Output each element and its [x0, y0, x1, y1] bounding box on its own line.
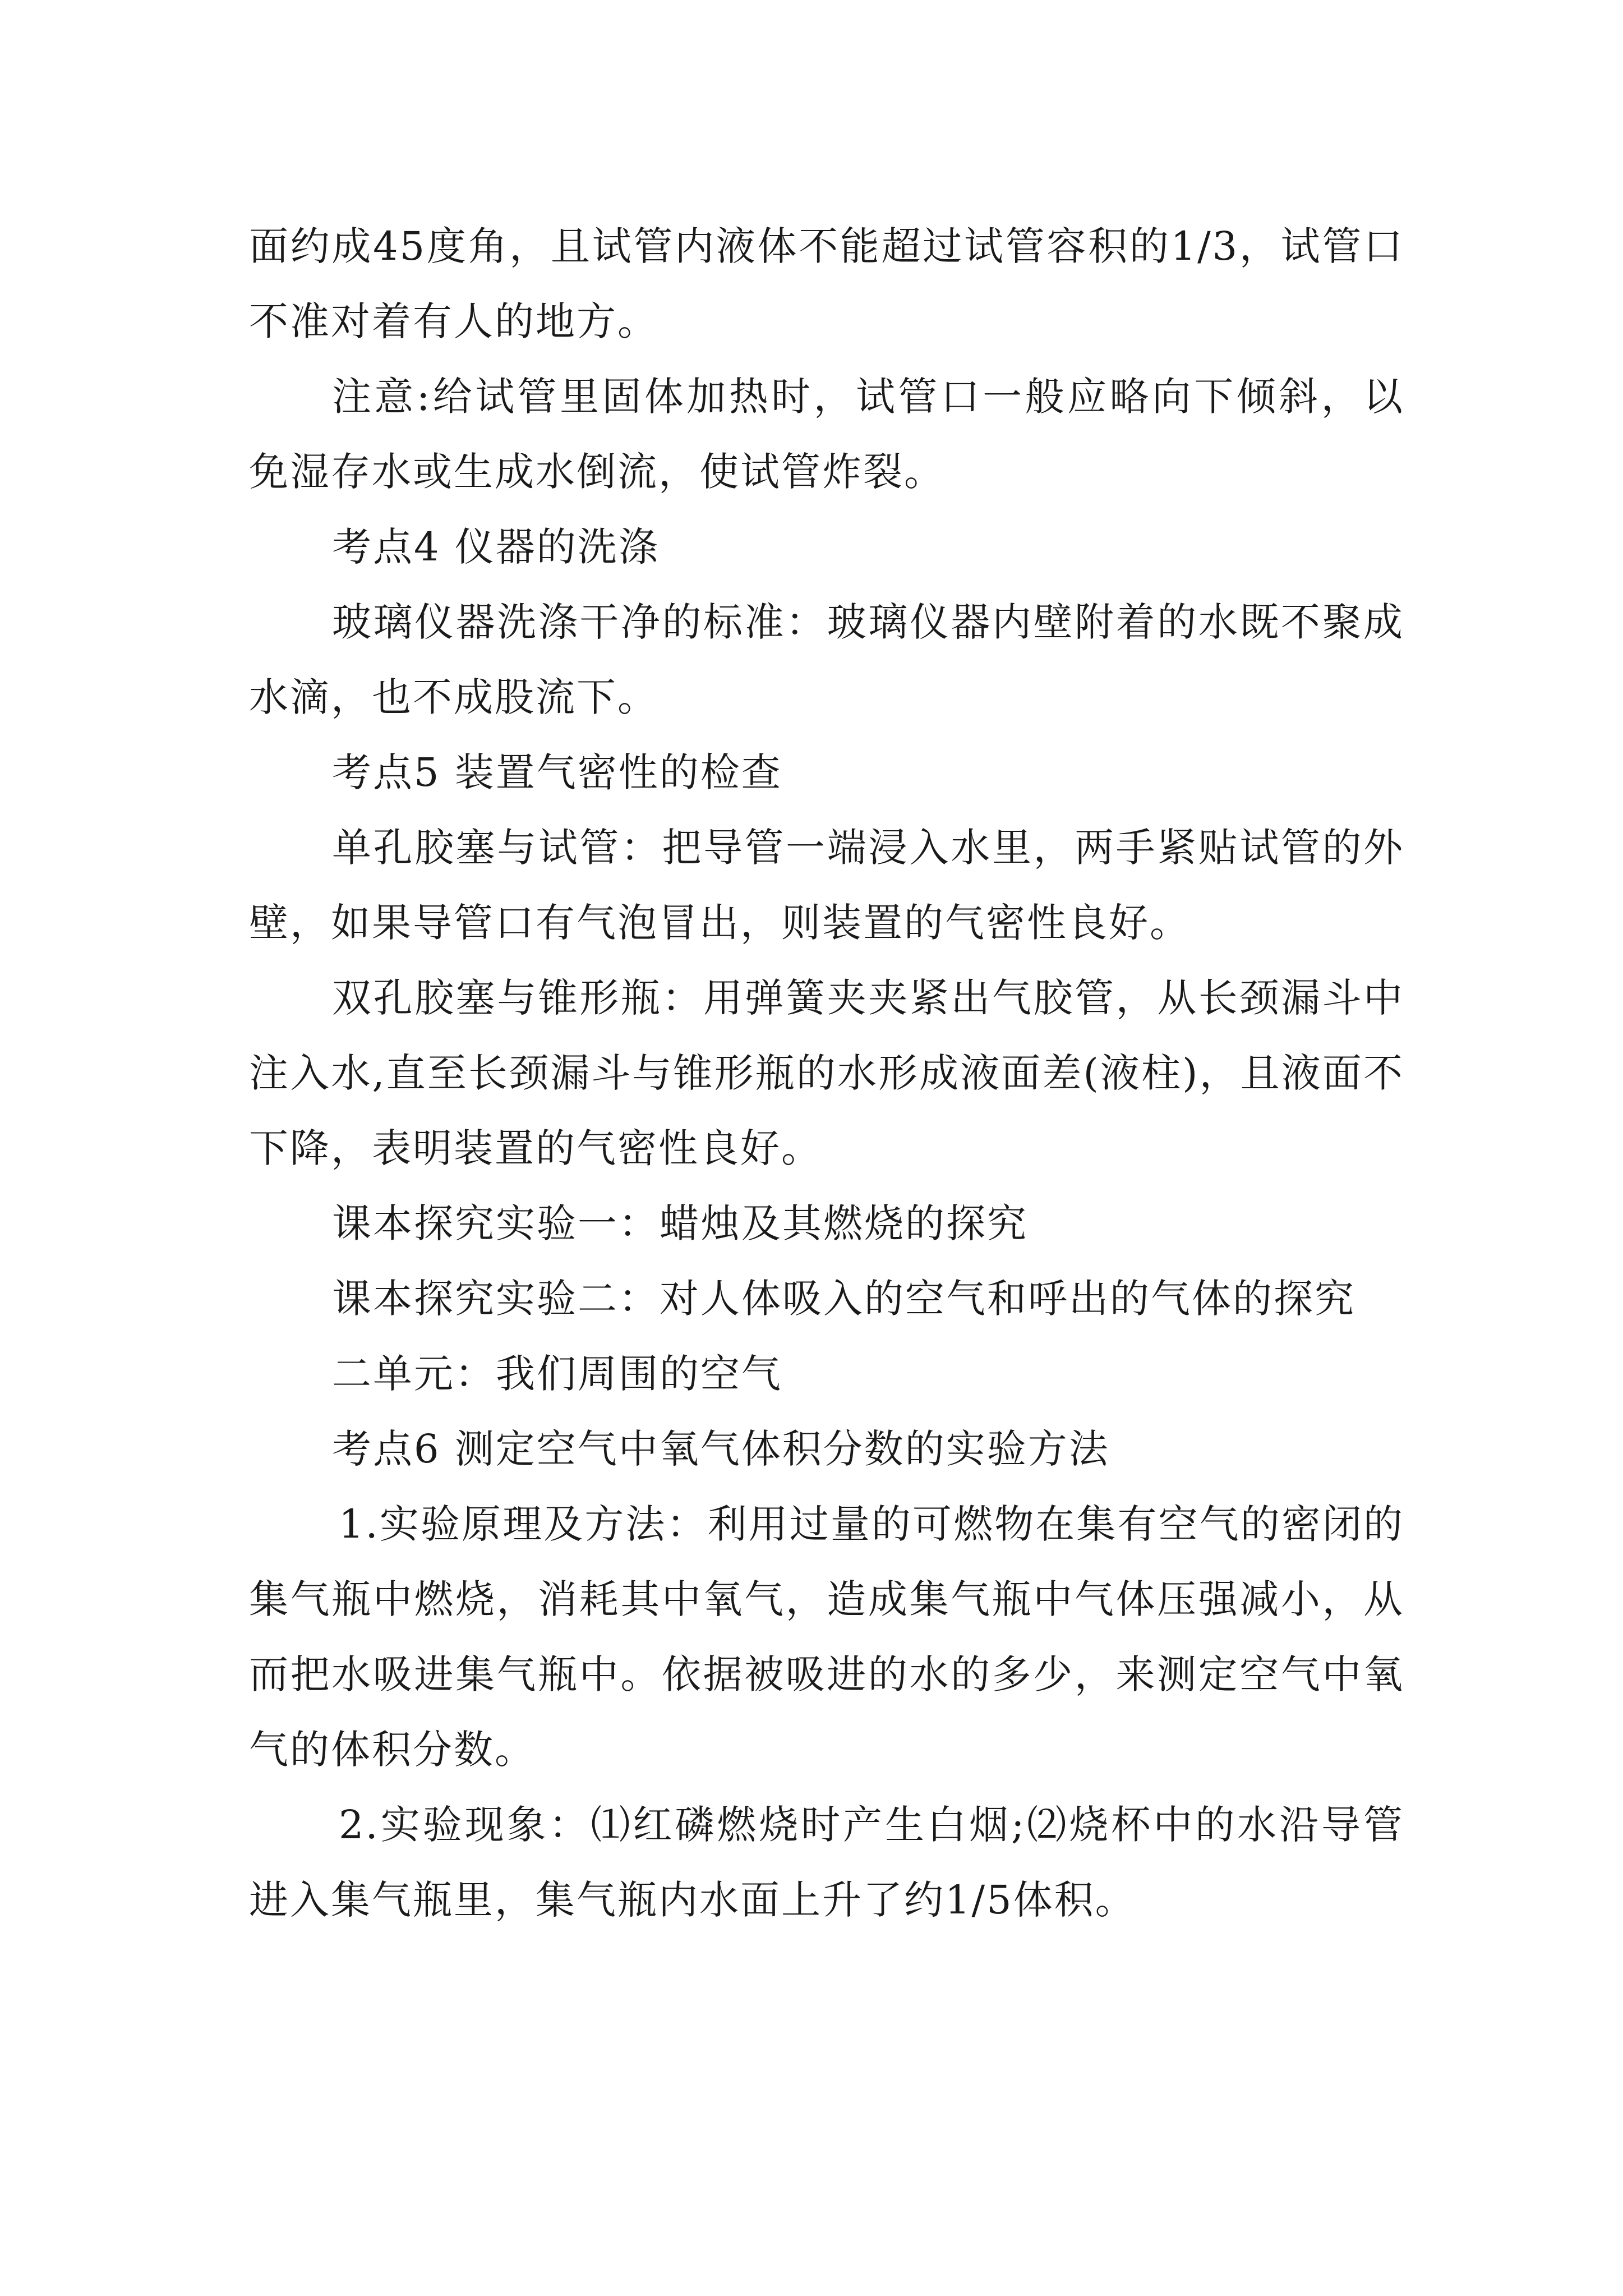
paragraph-experiment-one: 课本探究实验一：蜡烛及其燃烧的探究 — [332, 1200, 1028, 1246]
paragraph-double-hole-check: 双孔胶塞与锥形瓶：用弹簧夹夹紧出气胶管，从长颈漏斗中注入水,直至长颈漏斗与锥形瓶的水形成液面差(液柱)，且液面不下降，表明装置的气密性良好。 — [249, 975, 1404, 1171]
paragraph-heating-angle: 面约成45度角，且试管内液体不能超过试管容积的1/3，试管口不准对着有人的地方。 — [249, 223, 1404, 344]
heading-point-5: 考点5 装置气密性的检查 — [332, 749, 782, 795]
paragraph-principle: 1.实验原理及方法：利用过量的可燃物在集有空气的密闭的集气瓶中燃烧，消耗其中氧气，造成集气瓶中气体压强减小，从而把水吸进集气瓶中。依据被吸进的水的多少，来测定空气中氧气的体积分数。 — [249, 1501, 1404, 1773]
paragraph-single-hole-check: 单孔胶塞与试管：把导管一端浸入水里，两手紧贴试管的外壁，如果导管口有气泡冒出，则装置的气密性良好。 — [249, 825, 1404, 946]
heading-unit-two: 二单元：我们周围的空气 — [332, 1351, 782, 1397]
paragraph-heating-note: 注意:给试管里固体加热时，试管口一般应略向下倾斜，以免湿存水或生成水倒流，使试管炸裂。 — [249, 374, 1404, 495]
paragraph-experiment-two: 课本探究实验二：对人体吸入的空气和呼出的气体的探究 — [332, 1276, 1355, 1322]
heading-point-4: 考点4 仪器的洗涤 — [332, 524, 660, 570]
paragraph-phenomenon: 2.实验现象：⑴红磷燃烧时产生白烟;⑵烧杯中的水沿导管进入集气瓶里，集气瓶内水面上升了约1/5体积。 — [249, 1802, 1404, 1923]
document-body — [249, 209, 1404, 1938]
paragraph-washing-standard: 玻璃仪器洗涤干净的标准：玻璃仪器内壁附着的水既不聚成水滴，也不成股流下。 — [249, 599, 1404, 720]
heading-point-6: 考点6 测定空气中氧气体积分数的实验方法 — [332, 1426, 1110, 1472]
